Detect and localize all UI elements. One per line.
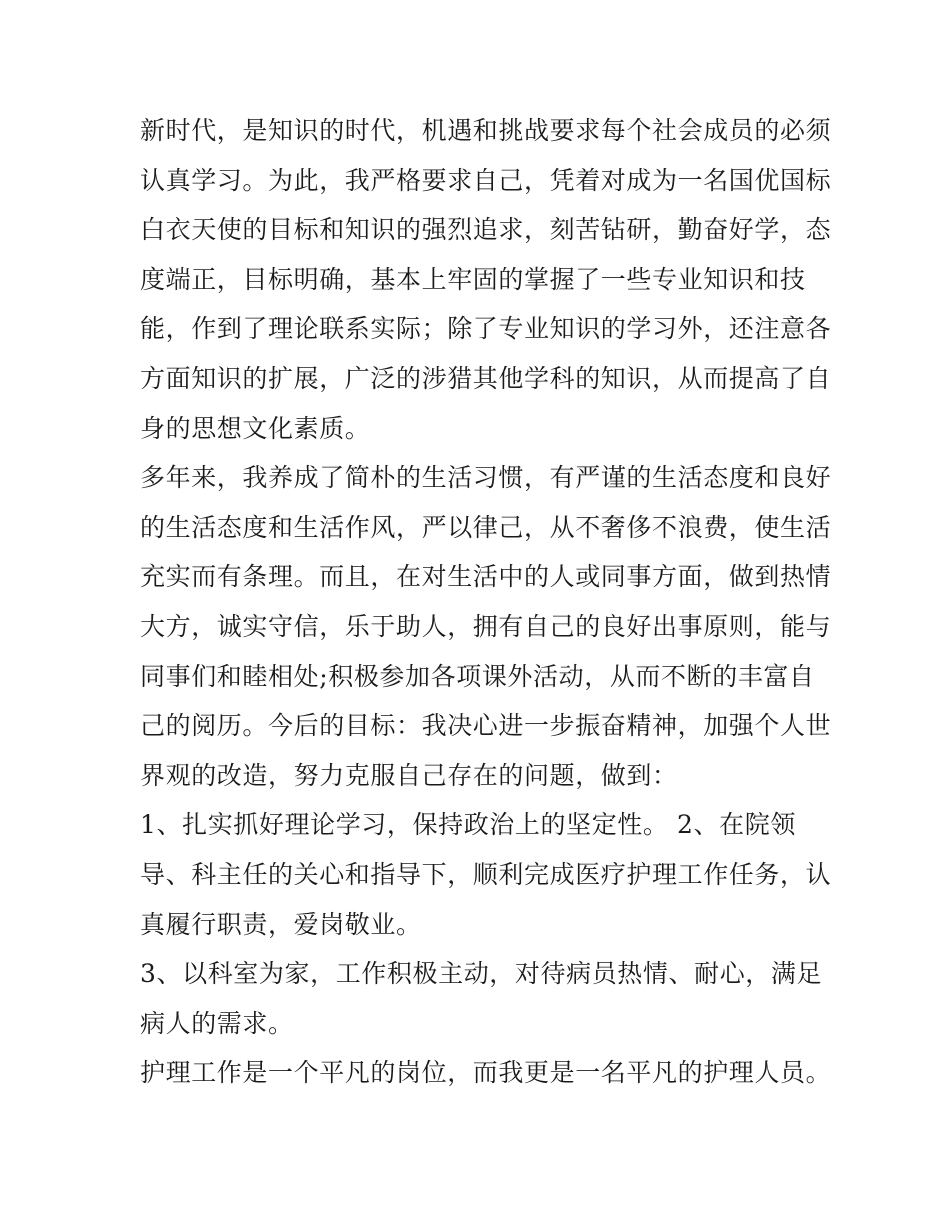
document-body bbox=[140, 106, 832, 1098]
text-line-17: 真履行职责，爱岗敬业。 bbox=[140, 909, 422, 939]
text-line-5: 能，作到了理论联系实际；除了专业知识的学习外，还注意各 bbox=[140, 314, 832, 344]
text-line-14: 界观的改造，努力克服自己存在的问题，做到： bbox=[140, 760, 678, 790]
text-line-10: 充实而有条理。而且，在对生活中的人或同事方面，做到热情 bbox=[140, 562, 832, 592]
text-line-4: 度端正，目标明确，基本上牢固的掌握了一些专业知识和技 bbox=[140, 264, 806, 294]
text-line-19: 病人的需求。 bbox=[140, 1008, 294, 1038]
text-line-12: 同事们和睦相处;积极参加各项课外活动，从而不断的丰富自 bbox=[140, 661, 815, 691]
text-line-9: 的生活态度和生活作风，严以律己，从不奢侈不浪费，使生活 bbox=[140, 512, 832, 542]
text-line-1: 新时代，是知识的时代，机遇和挑战要求每个社会成员的必须 bbox=[140, 116, 832, 145]
text-line-13: 己的阅历。今后的目标：我决心进一步振奋精神，加强个人世 bbox=[140, 711, 832, 741]
text-line-3: 白衣天使的目标和知识的强烈追求，刻苦钻研，勤奋好学，态 bbox=[140, 215, 832, 245]
text-line-18: 3、以科室为家，工作积极主动，对待病员热情、耐心，满足 bbox=[140, 959, 823, 989]
text-line-6: 方面知识的扩展，广泛的涉猎其他学科的知识，从而提高了自 bbox=[140, 363, 832, 393]
text-line-16: 导、科主任的关心和指导下，顺利完成医疗护理工作任务，认 bbox=[140, 859, 832, 889]
text-line-2: 认真学习。为此，我严格要求自己，凭着对成为一名国优国标 bbox=[140, 165, 832, 195]
text-line-20: 护理工作是一个平凡的岗位，而我更是一名平凡的护理人员。 bbox=[140, 1058, 832, 1088]
text-line-11: 大方，诚实守信，乐于助人，拥有自己的良好出事原则，能与 bbox=[140, 611, 832, 641]
text-line-8: 多年来，我养成了简朴的生活习惯，有严谨的生活态度和良好 bbox=[140, 463, 832, 493]
text-line-7: 身的思想文化素质。 bbox=[140, 413, 371, 443]
text-line-15: 1、扎实抓好理论学习，保持政治上的坚定性。 2、在院领 bbox=[140, 810, 796, 840]
